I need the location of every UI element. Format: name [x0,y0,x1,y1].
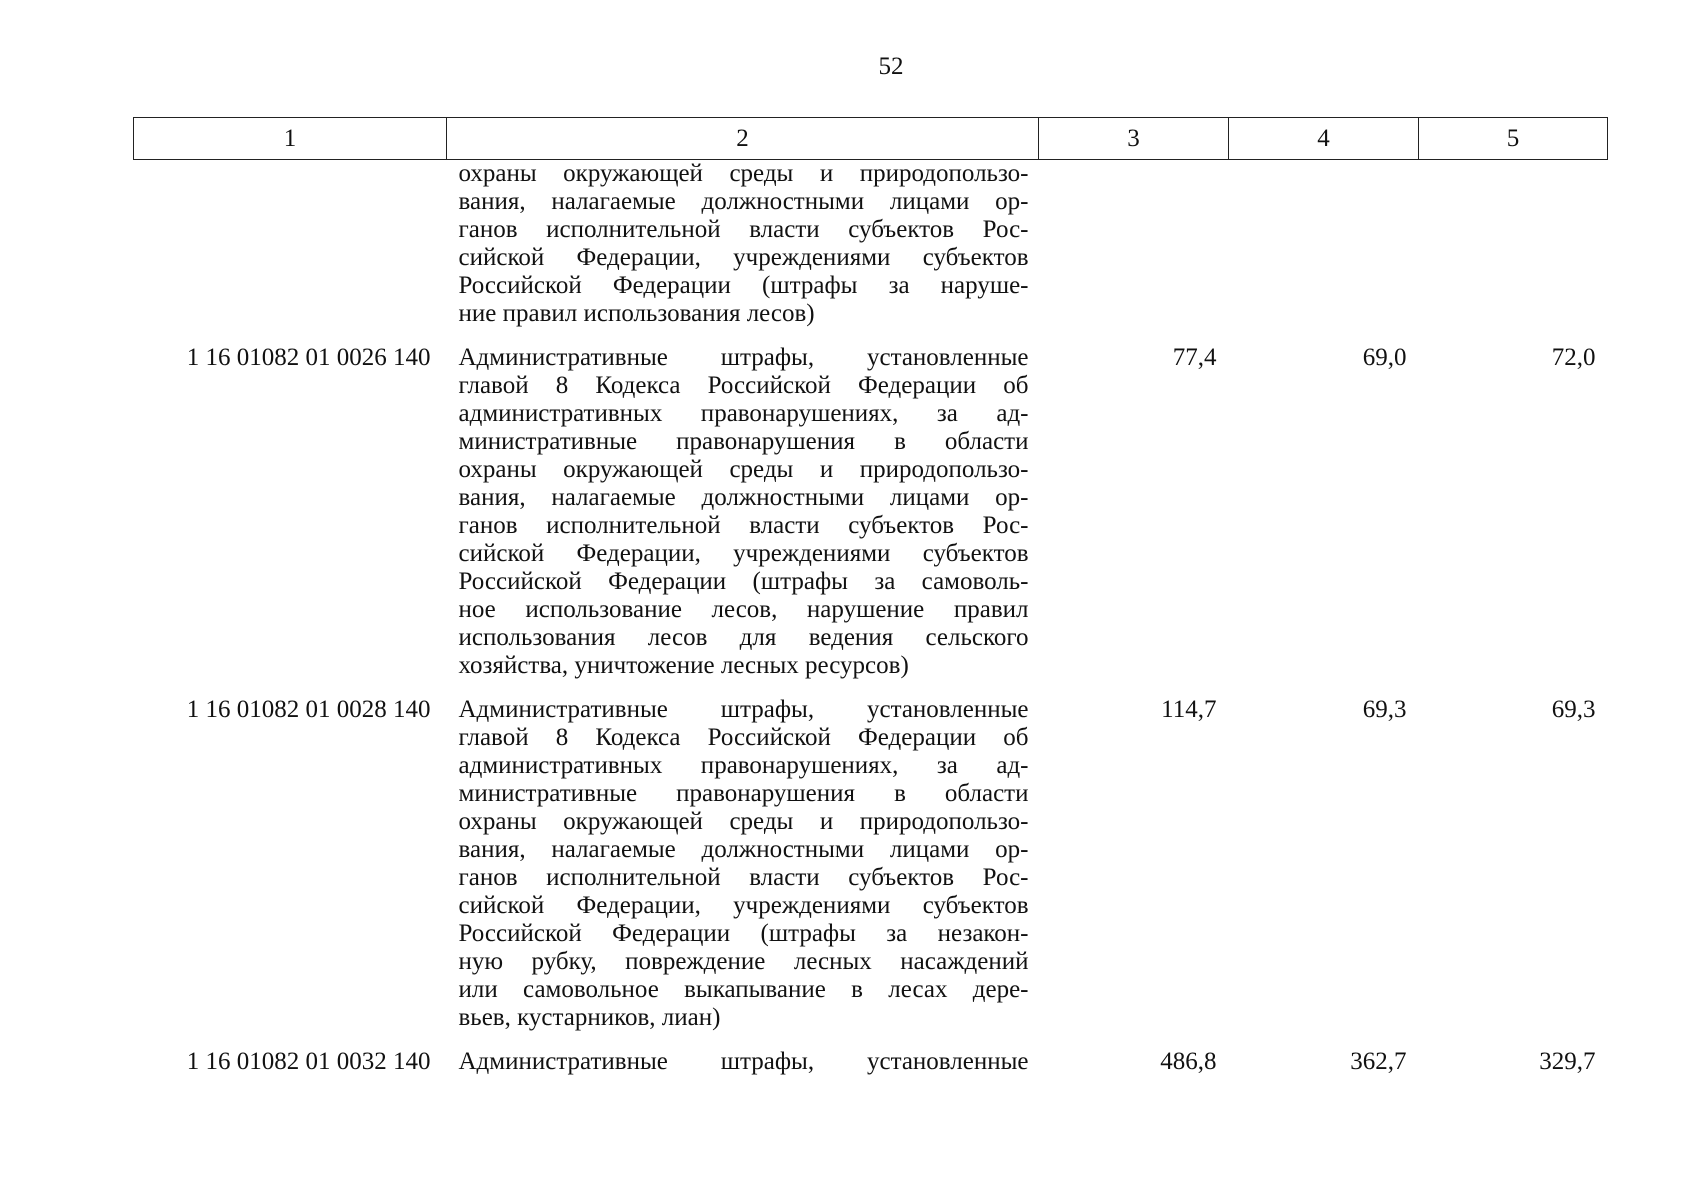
table-header [134,118,1608,160]
description-line: охраны окружающей среды и природопользо- [458,456,1029,483]
table-row [134,342,1608,694]
value-cell-5: 69,3 [1551,696,1596,723]
description-cell [447,1046,1039,1090]
description-line: или самовольное выкапывание в лесах дере- [458,976,1029,1003]
description-line: ганов исполнительной власти субъектов Рос- [458,864,1029,891]
value-cell-5 [1419,160,1608,343]
description-line: использования лесов для ведения сельского [458,624,1029,651]
value-cell-4: 362,7 [1350,1048,1407,1075]
description-line: главой 8 Кодекса Российской Федерации об [458,372,1029,399]
description-line: охраны окружающей среды и природопользо- [458,808,1029,835]
value-cell-4: 69,3 [1362,696,1407,723]
value-cell-3 [1039,160,1229,343]
description-line: охраны окружающей среды и природопользо- [458,160,1029,187]
description-line: министративные правонарушения в области [458,780,1029,807]
description-line: административных правонарушениях, за ад- [458,400,1029,427]
value-cell-3: 114,7 [1161,696,1217,723]
description-line: вания, налагаемые должностными лицами ор- [458,484,1029,511]
column-header-3: 3 [1039,118,1229,160]
description-line: сийской Федерации, учреждениями субъектов [458,244,1029,271]
description-line: административных правонарушениях, за ад- [458,752,1029,779]
description-line: вьев, кустарников, лиан) [458,1004,721,1031]
description-line: хозяйства, уничтожение лесных ресурсов) [458,652,909,679]
description-line: вания, налагаемые должностными лицами ор- [458,188,1029,215]
code-cell: 1 16 01082 01 0032 140 [186,1048,431,1075]
page-number: 52 [878,53,904,80]
description-line: Административные штрафы, установленные [458,1048,1029,1075]
description-line: ние правил использования лесов) [458,300,815,327]
table-row [134,694,1608,1046]
value-cell-3: 486,8 [1160,1048,1217,1075]
description-line: ганов исполнительной власти субъектов Рос- [458,512,1029,539]
description-line: главой 8 Кодекса Российской Федерации об [458,724,1029,751]
description-cell [447,694,1039,1046]
description-line: вания, налагаемые должностными лицами ор- [458,836,1029,863]
description-line: Российской Федерации (штрафы за наруше- [458,272,1029,299]
table-row [134,1046,1608,1090]
description-cell [447,160,1039,343]
code-cell: 1 16 01082 01 0028 140 [186,696,431,723]
description-line: Административные штрафы, установленные [458,696,1029,723]
column-header-2: 2 [447,118,1039,160]
description-line: Административные штрафы, установленные [458,344,1029,371]
column-header-4: 4 [1229,118,1419,160]
value-cell-4 [1229,160,1419,343]
value-cell-5: 72,0 [1551,344,1596,371]
description-line: министративные правонарушения в области [458,428,1029,455]
header-row [134,118,1608,160]
value-cell-4: 69,0 [1362,344,1407,371]
description-line: ганов исполнительной власти субъектов Рос- [458,216,1029,243]
column-header-1: 1 [134,118,447,160]
description-cell [447,342,1039,694]
description-line: сийской Федерации, учреждениями субъектов [458,540,1029,567]
description-line: ное использование лесов, нарушение правил [458,596,1029,623]
column-header-5: 5 [1419,118,1608,160]
value-cell-3: 77,4 [1172,344,1217,371]
code-cell [134,160,447,343]
description-line: ную рубку, повреждение лесных насаждений [458,948,1029,975]
code-cell: 1 16 01082 01 0026 140 [186,344,431,371]
value-cell-5: 329,7 [1539,1048,1596,1075]
table-row-continuation [134,160,1608,343]
description-line: Российской Федерации (штрафы за незакон- [458,920,1029,947]
description-line: сийской Федерации, учреждениями субъектов [458,892,1029,919]
budget-table [133,117,1608,1090]
description-line: Российской Федерации (штрафы за самоволь- [458,568,1029,595]
